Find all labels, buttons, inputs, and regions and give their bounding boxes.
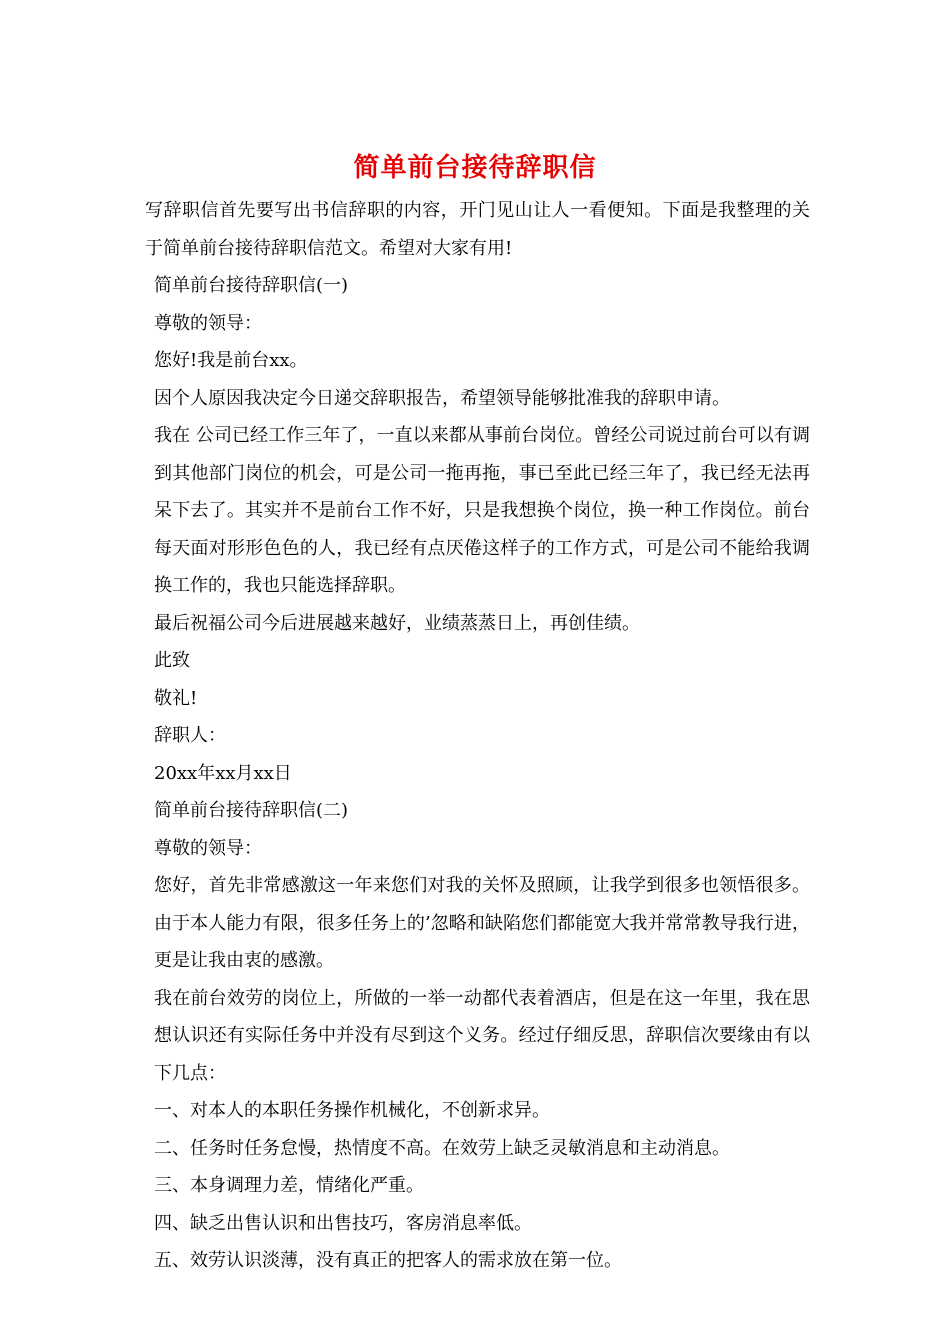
document-title: 简单前台接待辞职信: [353, 153, 597, 183]
intro-paragraph: 写辞职信首先要写出书信辞职的内容，开门见山让人一看便知。下面是我整理的关于简单前台接待辞职信范文。希望对大家有用!: [145, 200, 810, 259]
letter1-closing-1: 此致: [154, 650, 190, 671]
letter2-list-item: 三、本身调理力差，情绪化严重。: [154, 1175, 424, 1196]
letter2-list-item: 五、效劳认识淡薄，没有真正的把客人的需求放在第一位。: [154, 1250, 622, 1271]
letter1-paragraph-1: 因个人原因我决定今日递交辞职报告，希望领导能够批准我的辞职申请。: [154, 387, 730, 409]
document-body: [145, 192, 810, 1280]
letter1-paragraph-3: 最后祝福公司今后进展越来越好，业绩蒸蒸日上，再创佳绩。: [154, 612, 640, 634]
letter2-salutation: 尊敬的领导：: [154, 837, 262, 859]
letter1-heading: 简单前台接待辞职信(一): [154, 275, 349, 296]
letter1-paragraph-2: 我在 公司已经工作三年了，一直以来都从事前台岗位。曾经公司说过前台可以有调到其他部门岗位的机会，可是公司一拖再拖，事已至此已经三年了，我已经无法再呆下去了。其实并不是前台工作不好，只是我想换个岗位，换一种工作岗位。前台每天面对形形色色的人，我已经有点厌倦这样子的工作方式，可是公司不能给我调换工作的，我也只能选择辞职。: [154, 425, 810, 596]
letter1-closing-2: 敬礼!: [154, 687, 198, 709]
letter2-heading: 简单前台接待辞职信(二): [154, 800, 349, 821]
letter1-date: 20xx年xx月xx日: [154, 762, 292, 784]
letter2-list-item: 四、缺乏出售认识和出售技巧，客房消息率低。: [154, 1212, 532, 1234]
letter2-paragraph-1: 您好，首先非常感激这一年来您们对我的关怀及照顾，让我学到很多也领悟很多。由于本人能力有限，很多任务上的’忽略和缺陷您们都能宽大我并常常教导我行进，更是让我由衷的感激。: [154, 875, 810, 971]
letter1-greeting: 您好!我是前台xx。: [154, 350, 308, 371]
letter1-salutation: 尊敬的领导：: [154, 312, 262, 334]
letter2-paragraph-2: 我在前台效劳的岗位上，所做的一举一动都代表着酒店，但是在这一年里，我在思想认识还有实际任务中并没有尽到这个义务。经过仔细反思，辞职信次要缘由有以下几点：: [154, 987, 810, 1084]
letter2-list-item: 一、对本人的本职任务操作机械化，不创新求异。: [154, 1100, 550, 1121]
letter2-list-item: 二、任务时任务怠慢，热情度不高。在效劳上缺乏灵敏消息和主动消息。: [154, 1137, 730, 1159]
letter1-signature: 辞职人：: [154, 725, 226, 746]
